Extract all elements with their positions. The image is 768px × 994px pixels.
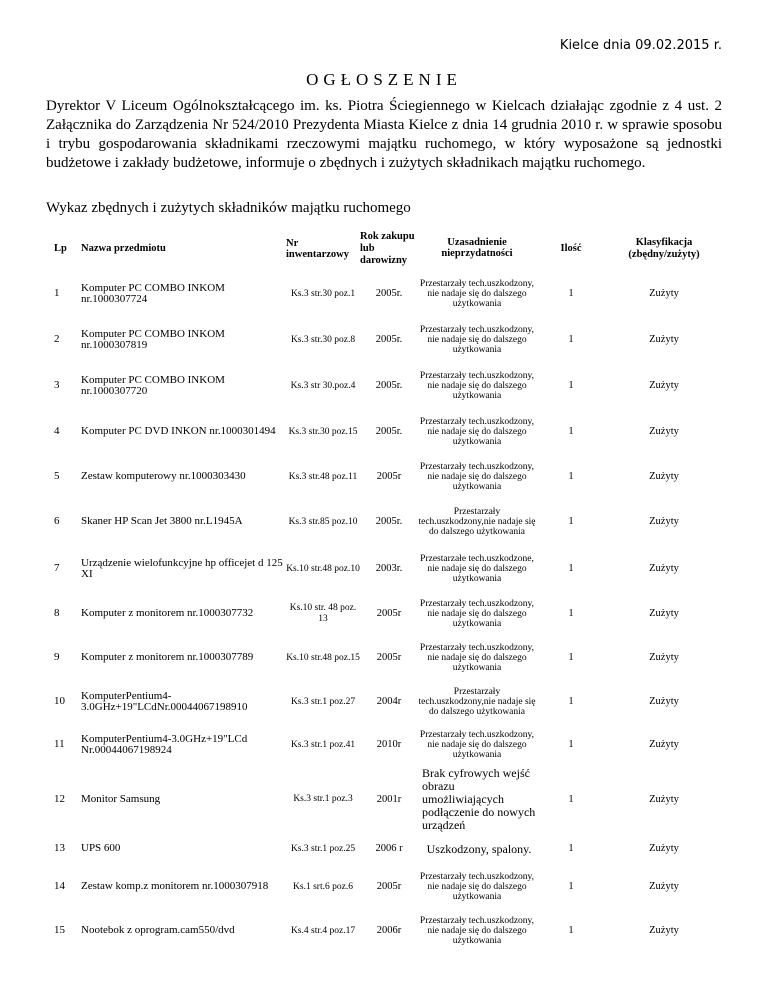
header-year: Rok zakupu lub darowizny	[360, 230, 415, 266]
cell-lp: 14	[54, 880, 65, 893]
cell-inventory-number: Ks.3 str.1 poz.27	[290, 696, 356, 707]
header-classification: Klasyfikacja (zbędny/zużyty)	[628, 236, 700, 260]
cell-reason: Brak cyfrowych wejść obrazu umożliwiających podłączenie do nowych urządzeń	[422, 766, 536, 832]
cell-lp: 10	[54, 695, 65, 708]
cell-inventory-number: Ks.1 srt.6 poz.6	[293, 881, 353, 892]
cell-lp: 6	[54, 515, 60, 528]
cell-reason: Przestarzały tech.uszkodzony, nie nadaje się do dalszego użytkowania	[419, 370, 535, 402]
cell-year: 2005r	[376, 471, 402, 483]
cell-reason: Przestarzały tech.uszkodzony, nie nadaje się do dalszego użytkowania	[419, 324, 535, 356]
cell-reason: Przestarzały tech.uszkodzony, nie nadaje się do dalszego użytkowania	[419, 915, 535, 947]
header-reason: Uzasadnienie nieprzydatności	[441, 237, 513, 259]
table-row	[46, 409, 722, 455]
cell-reason: Przestarzały tech.uszkodzony, nie nadaje się do dalszego użytkowania	[419, 598, 535, 630]
cell-classification: Zużyty	[649, 471, 679, 483]
cell-classification: Zużyty	[649, 288, 679, 300]
cell-reason: Przestarzały tech.uszkodzony,nie nadaje się do dalszego użytkowania	[418, 506, 536, 538]
cell-name: KomputerPentium4-3.0GHz+19"LCdNr.00044067198910	[81, 689, 248, 713]
cell-classification: Zużyty	[649, 793, 679, 805]
cell-inventory-number: Ks.3 str.30 poz.8	[290, 334, 356, 345]
cell-name: Monitor Samsung	[81, 792, 161, 805]
header-lp: Lp	[54, 242, 67, 254]
cell-quantity: 1	[568, 793, 574, 805]
list-subtitle: Wykaz zbędnych i zużytych składników majątku ruchomego	[46, 200, 411, 216]
table-row	[46, 866, 722, 908]
cell-inventory-number: Ks.4 str.4 poz.17	[290, 925, 356, 936]
cell-lp: 4	[54, 425, 60, 438]
cell-quantity: 1	[568, 471, 574, 483]
cell-year: 2005r.	[375, 288, 403, 300]
cell-quantity: 1	[568, 334, 574, 346]
cell-year: 2001r	[376, 793, 402, 805]
cell-reason: Przestarzały tech.uszkodzony, nie nadaje się do dalszego użytkowania	[419, 642, 535, 674]
cell-lp: 15	[54, 924, 65, 937]
cell-lp: 1	[54, 287, 60, 300]
cell-inventory-number: Ks.3 str 30.poz.4	[290, 380, 356, 391]
cell-year: 2005r.	[375, 380, 403, 392]
cell-name: KomputerPentium4-3.0GHz+19"LCd Nr.00044067198924	[81, 732, 248, 756]
table-row	[46, 832, 722, 866]
cell-inventory-number: Ks.3 str.48 poz.11	[288, 471, 358, 482]
cell-inventory-number: Ks.3 str.30 poz.1	[290, 288, 356, 299]
cell-name: Nootebok z oprogram.cam550/dvd	[81, 924, 235, 937]
cell-reason: Przestarzałe tech.uszkodzone, nie nadaje się do dalszego użytkowania	[420, 553, 534, 585]
cell-classification: Zużyty	[649, 696, 679, 708]
cell-lp: 9	[54, 651, 60, 664]
cell-reason: Przestarzały tech.uszkodzony, nie nadaje się do dalszego użytkowania	[419, 871, 535, 903]
cell-lp: 12	[54, 792, 65, 805]
cell-quantity: 1	[568, 426, 574, 438]
cell-name: Komputer PC COMBO INKOM nr.1000307819	[81, 327, 225, 351]
cell-quantity: 1	[568, 696, 574, 708]
cell-classification: Zużyty	[649, 925, 679, 937]
cell-quantity: 1	[568, 516, 574, 528]
cell-year: 2006 r	[375, 843, 403, 855]
cell-year: 2003r.	[375, 563, 403, 575]
cell-inventory-number: Ks.10 str.48 poz.10	[286, 563, 360, 574]
cell-classification: Zużyty	[649, 334, 679, 346]
cell-year: 2005r.	[375, 426, 403, 438]
cell-classification: Zużyty	[649, 563, 679, 575]
cell-inventory-number: Ks.3 str.1 poz.25	[290, 843, 356, 854]
cell-inventory-number: Ks.10 str.48 poz.15	[286, 652, 360, 663]
cell-classification: Zużyty	[649, 516, 679, 528]
cell-name: Urządzenie wielofunkcyjne hp officejet d 125 XI	[81, 556, 283, 580]
table-row	[46, 593, 722, 635]
cell-reason: Uszkodzony, spalony.	[426, 841, 532, 856]
cell-name: Komputer PC COMBO INKOM nr.1000307720	[81, 373, 225, 397]
cell-name: Zestaw komputerowy nr.1000303430	[81, 470, 246, 483]
table-row	[46, 681, 722, 723]
table-row	[46, 635, 722, 681]
cell-classification: Zużyty	[649, 843, 679, 855]
cell-reason: Przestarzały tech.uszkodzony, nie nadaje się do dalszego użytkowania	[419, 461, 535, 493]
cell-quantity: 1	[568, 380, 574, 392]
cell-quantity: 1	[568, 652, 574, 664]
header-inventory-number: Nr inwentarzowy	[286, 237, 349, 260]
table-row	[46, 545, 722, 593]
table-row	[46, 455, 722, 499]
assets-table	[46, 226, 722, 954]
cell-year: 2005r	[376, 881, 402, 893]
cell-classification: Zużyty	[649, 739, 679, 751]
table-row	[46, 363, 722, 409]
cell-name: Komputer PC DVD INKON nr.1000301494	[81, 425, 276, 438]
cell-year: 2010r	[376, 739, 402, 751]
cell-classification: Zużyty	[649, 652, 679, 664]
cell-quantity: 1	[568, 843, 574, 855]
cell-year: 2005r	[376, 652, 402, 664]
cell-lp: 11	[54, 738, 65, 751]
document-title: OGŁOSZENIE	[306, 70, 462, 89]
cell-quantity: 1	[568, 288, 574, 300]
cell-quantity: 1	[568, 608, 574, 620]
document-date: Kielce dnia 09.02.2015 r.	[559, 38, 722, 53]
cell-quantity: 1	[568, 925, 574, 937]
cell-reason: Przestarzały tech.uszkodzony,nie nadaje się do dalszego użytkowania	[418, 686, 536, 718]
cell-reason: Przestarzały tech.uszkodzony, nie nadaje się do dalszego użytkowania	[419, 729, 535, 761]
table-row	[46, 271, 722, 317]
header-quantity: Ilość	[560, 242, 582, 254]
intro-paragraph: Dyrektor V Liceum Ogólnokształcącego im. ks. Piotra Ściegiennego w Kielcach działając zgodnie z 4 ust. 2 Załącznika do Zarządzenia Nr 524/2010 Prezydenta Miasta Kielce z dnia 14 grudnia 2010 r. w sprawie sposobu i trybu gospodarowania składnikami rzeczowymi majątku ruchomego, w który wyposażone są jednostki budżetowe i zakłady budżetowe, informuje o zbędnych i zużytych składnikach majątku ruchomego.	[46, 98, 722, 171]
cell-year: 2005r	[376, 608, 402, 620]
cell-year: 2004r	[376, 696, 402, 708]
table-row	[46, 499, 722, 545]
cell-lp: 8	[54, 607, 60, 620]
cell-classification: Zużyty	[649, 426, 679, 438]
cell-name: UPS 600	[81, 842, 121, 855]
cell-classification: Zużyty	[649, 608, 679, 620]
cell-name: Komputer z monitorem nr.1000307789	[81, 651, 254, 664]
header-name: Nazwa przedmiotu	[81, 242, 166, 254]
cell-lp: 3	[54, 379, 60, 392]
cell-inventory-number: Ks.3 str.1 poz.3	[293, 794, 353, 804]
cell-year: 2005r.	[375, 334, 403, 346]
cell-year: 2006r	[376, 925, 402, 937]
cell-lp: 7	[54, 562, 60, 575]
cell-quantity: 1	[568, 739, 574, 751]
cell-inventory-number: Ks.3 str.1 poz.41	[290, 739, 356, 750]
cell-lp: 13	[54, 842, 65, 855]
cell-quantity: 1	[568, 881, 574, 893]
cell-classification: Zużyty	[649, 881, 679, 893]
cell-inventory-number: Ks.3 str.30 poz.15	[288, 426, 358, 437]
cell-lp: 2	[54, 333, 60, 346]
table-row	[46, 317, 722, 363]
table-row	[46, 723, 722, 767]
table-header-row	[46, 226, 722, 271]
cell-lp: 5	[54, 470, 60, 483]
table-row	[46, 908, 722, 954]
cell-inventory-number: Ks.3 str.85 poz.10	[288, 516, 358, 527]
cell-reason: Przestarzały tech.uszkodzony, nie nadaje się do dalszego użytkowania	[419, 278, 535, 310]
cell-name: Komputer PC COMBO INKOM nr.1000307724	[81, 281, 225, 305]
cell-name: Skaner HP Scan Jet 3800 nr.L1945A	[81, 515, 243, 528]
cell-classification: Zużyty	[649, 380, 679, 392]
cell-reason: Przestarzały tech.uszkodzony, nie nadaje się do dalszego użytkowania	[419, 416, 535, 448]
cell-name: Komputer z monitorem nr.1000307732	[81, 607, 254, 620]
cell-name: Zestaw komp.z monitorem nr.1000307918	[81, 880, 269, 893]
cell-year: 2005r.	[375, 516, 403, 528]
table-row	[46, 767, 722, 832]
cell-inventory-number: Ks.10 str. 48 poz. 13	[289, 603, 357, 624]
cell-quantity: 1	[568, 563, 574, 575]
